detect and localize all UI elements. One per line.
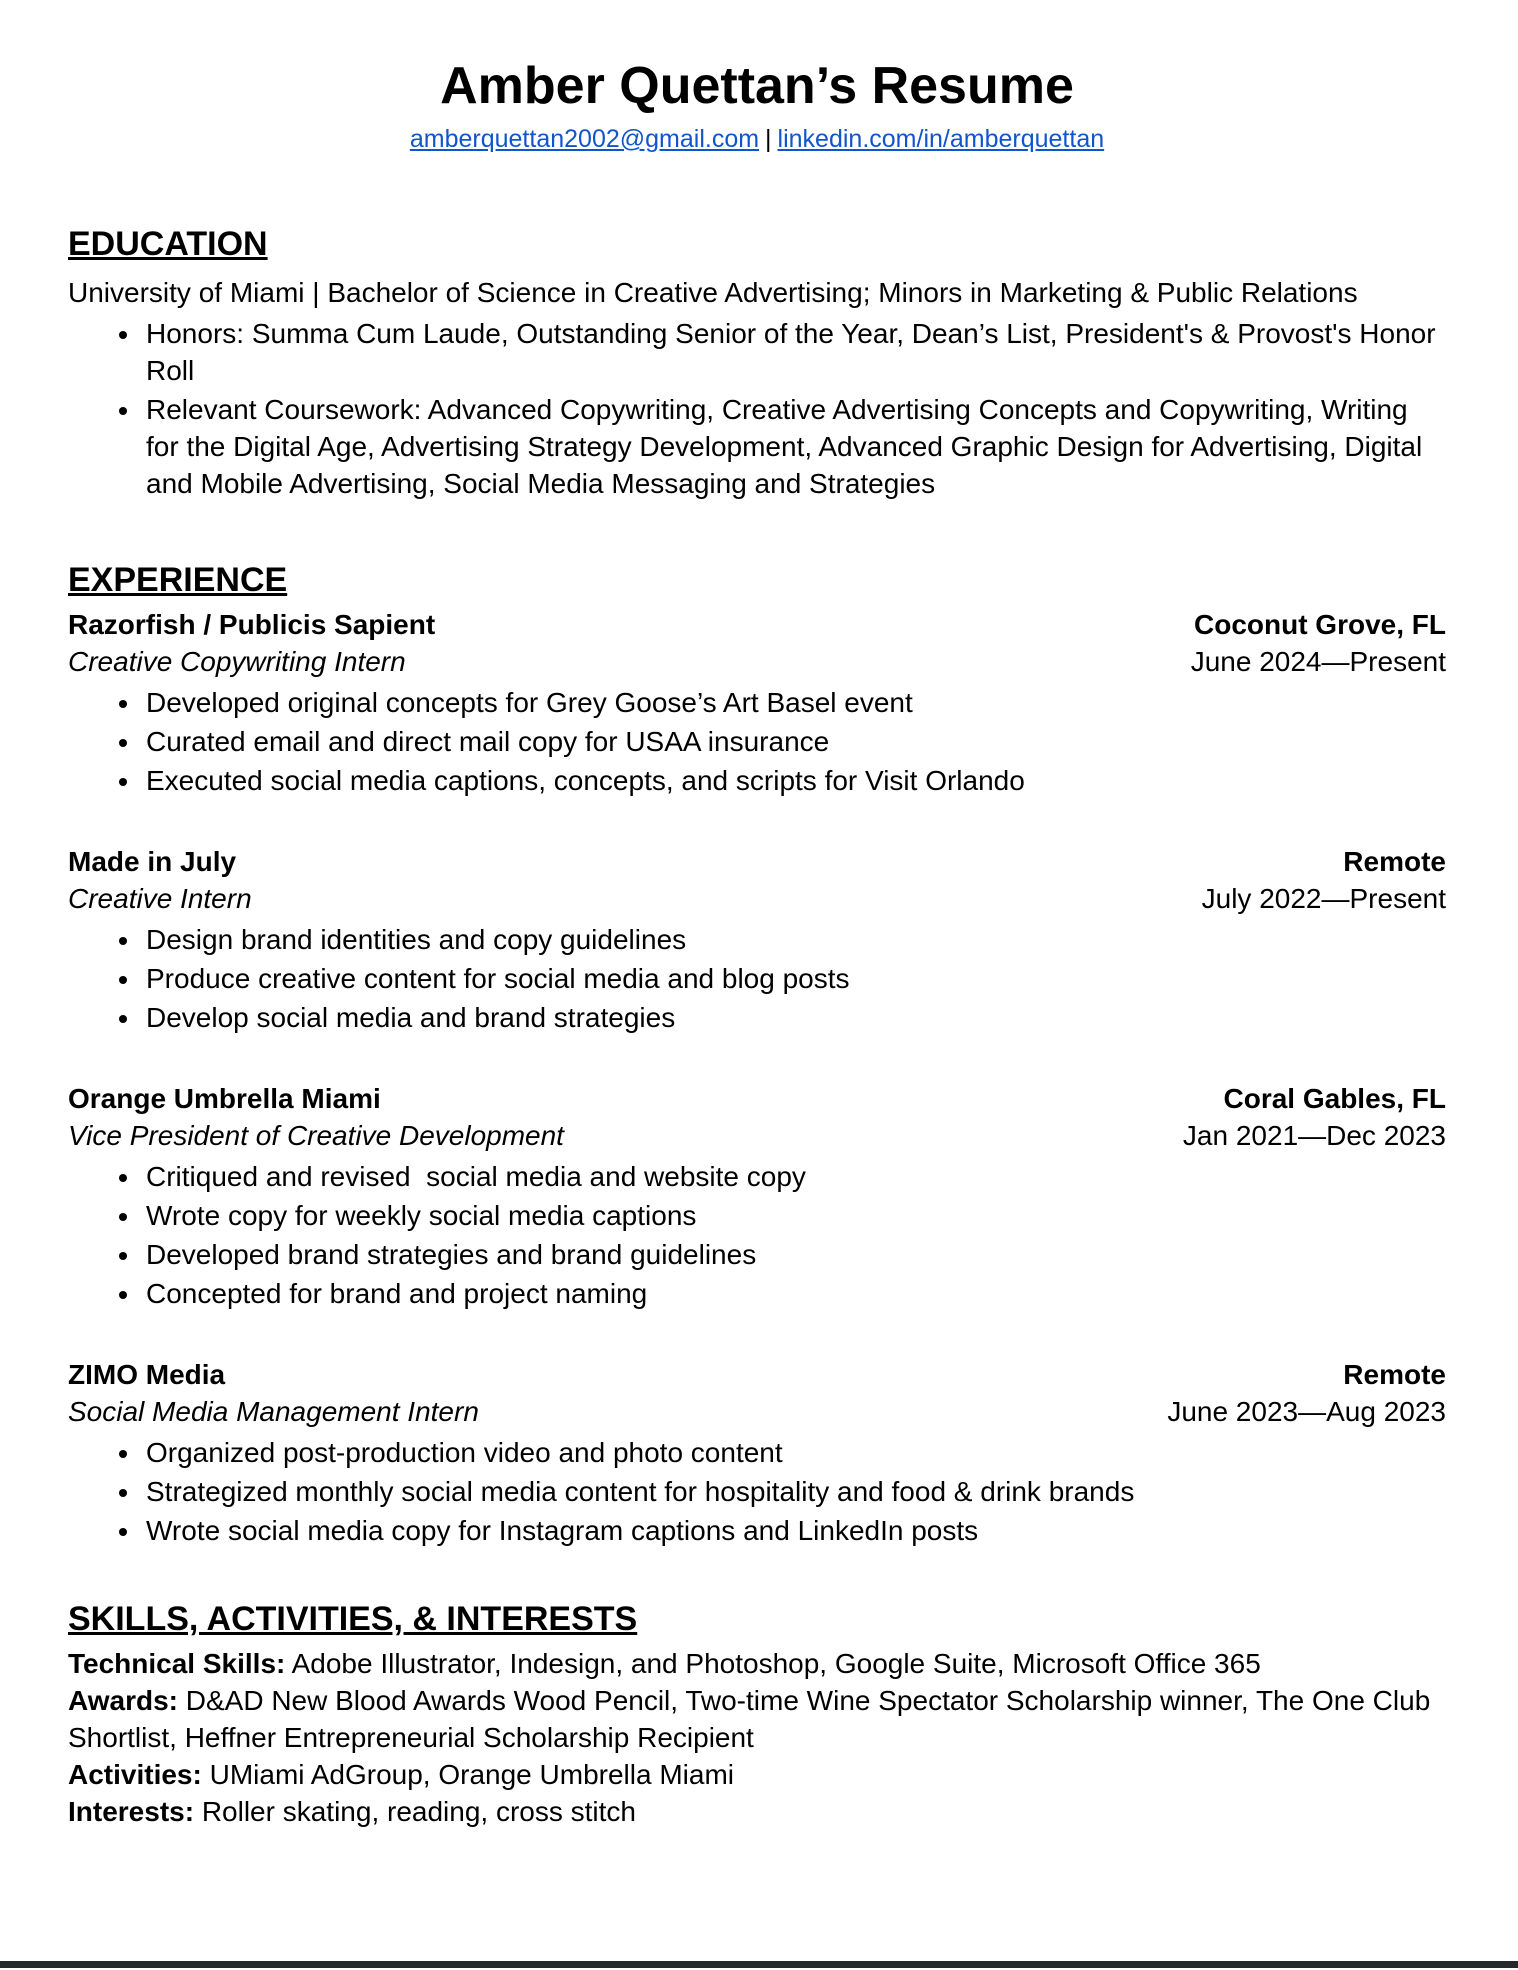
job-header-row bbox=[68, 1356, 1446, 1393]
skills-text: Adobe Illustrator, Indesign, and Photoshop, Google Suite, Microsoft Office 365 bbox=[285, 1648, 1261, 1679]
job-subheader-row bbox=[68, 880, 1446, 917]
job-bullet-list bbox=[68, 684, 1446, 799]
job-bullet: • Organized post-production video and photo content bbox=[142, 1434, 1446, 1471]
job-role: Vice President of Creative Development bbox=[68, 1120, 564, 1151]
education-bullet: • Honors: Summa Cum Laude, Outstanding Senior of the Year, Dean’s List, President's & Provost's Honor Roll bbox=[142, 315, 1446, 389]
skills-label: Awards: bbox=[68, 1685, 178, 1716]
job-header-row bbox=[68, 1080, 1446, 1117]
job-subheader-row bbox=[68, 1393, 1446, 1430]
company-name: Razorfish / Publicis Sapient bbox=[68, 609, 436, 640]
job-dates: July 2022—Present bbox=[1201, 883, 1446, 914]
job-bullet: • Wrote copy for weekly social media captions bbox=[142, 1197, 1446, 1234]
education-bullet: • Relevant Coursework: Advanced Copywriting, Creative Advertising Concepts and Copywriting, Writing for the Digital Age, Advertising Strategy Development, Advanced Graphic Design for Advertising, Digital and Mobile Advertising, Social Media Messaging and Strategies bbox=[142, 391, 1446, 502]
skills-line-technical bbox=[68, 1645, 1446, 1682]
job-role: Creative Intern bbox=[68, 883, 252, 914]
page-bottom-bar bbox=[0, 1961, 1518, 1968]
job-entry bbox=[68, 1356, 1446, 1549]
job-location: Remote bbox=[1343, 1359, 1446, 1390]
skills-label: Technical Skills: bbox=[68, 1648, 286, 1679]
skills-text: D&AD New Blood Awards Wood Pencil, Two-time Wine Spectator Scholarship winner, The One Club Shortlist, Heffner Entrepreneurial Scholarship Recipient bbox=[68, 1685, 1431, 1753]
job-dates: June 2024—Present bbox=[1190, 646, 1446, 677]
company-name: Orange Umbrella Miami bbox=[68, 1083, 381, 1114]
contact-separator: | bbox=[765, 125, 772, 153]
experience-heading: EXPERIENCE bbox=[68, 561, 288, 599]
skills-heading: SKILLS, ACTIVITIES, & INTERESTS bbox=[68, 1600, 638, 1638]
contact-line bbox=[68, 124, 1446, 154]
job-bullet: • Produce creative content for social media and blog posts bbox=[142, 960, 1446, 997]
education-heading: EDUCATION bbox=[68, 225, 268, 263]
skills-line-awards bbox=[68, 1682, 1446, 1756]
job-bullet: • Wrote social media copy for Instagram captions and LinkedIn posts bbox=[142, 1512, 1446, 1549]
section-education bbox=[68, 224, 1446, 502]
job-dates: Jan 2021—Dec 2023 bbox=[1182, 1120, 1446, 1151]
job-location: Coconut Grove, FL bbox=[1194, 609, 1446, 640]
job-bullet: • Design brand identities and copy guidelines bbox=[142, 921, 1446, 958]
job-role: Creative Copywriting Intern bbox=[68, 646, 406, 677]
job-bullet-list bbox=[68, 1434, 1446, 1549]
skills-label: Interests: bbox=[68, 1796, 195, 1827]
job-entry bbox=[68, 843, 1446, 1036]
job-bullet-list bbox=[68, 921, 1446, 1036]
job-header-row bbox=[68, 843, 1446, 880]
education-bullet-list bbox=[68, 315, 1446, 502]
job-header-row bbox=[68, 606, 1446, 643]
job-role: Social Media Management Intern bbox=[68, 1396, 479, 1427]
company-name: Made in July bbox=[68, 846, 237, 877]
skills-line-activities bbox=[68, 1756, 1446, 1793]
skills-text: UMiami AdGroup, Orange Umbrella Miami bbox=[201, 1759, 734, 1790]
job-location: Coral Gables, FL bbox=[1223, 1083, 1446, 1114]
section-skills bbox=[68, 1599, 1446, 1830]
skills-block bbox=[68, 1645, 1446, 1830]
skills-text: Roller skating, reading, cross stitch bbox=[194, 1796, 637, 1827]
job-bullet: • Executed social media captions, concepts, and scripts for Visit Orlando bbox=[142, 762, 1446, 799]
job-entry bbox=[68, 606, 1446, 799]
email-link[interactable]: amberquettan2002@gmail.com bbox=[409, 125, 760, 153]
job-bullet: • Developed brand strategies and brand guidelines bbox=[142, 1236, 1446, 1273]
job-bullet: • Strategized monthly social media content for hospitality and food & drink brands bbox=[142, 1473, 1446, 1510]
job-bullet: • Developed original concepts for Grey Goose’s Art Basel event bbox=[142, 684, 1446, 721]
degree-line: University of Miami | Bachelor of Science in Creative Advertising; Minors in Marketing & Public Relations bbox=[68, 277, 1358, 308]
job-bullet: • Develop social media and brand strategies bbox=[142, 999, 1446, 1036]
company-name: ZIMO Media bbox=[68, 1359, 226, 1390]
job-location: Remote bbox=[1343, 846, 1446, 877]
job-entry bbox=[68, 1080, 1446, 1312]
skills-line-interests bbox=[68, 1793, 1446, 1830]
job-bullet: • Concepted for brand and project naming bbox=[142, 1275, 1446, 1312]
linkedin-link[interactable]: linkedin.com/in/amberquettan bbox=[777, 125, 1105, 153]
job-bullet-list bbox=[68, 1158, 1446, 1312]
skills-label: Activities: bbox=[68, 1759, 202, 1790]
job-subheader-row bbox=[68, 1117, 1446, 1154]
job-dates: June 2023—Aug 2023 bbox=[1167, 1396, 1446, 1427]
page-title: Amber Quettan’s Resume bbox=[440, 57, 1074, 115]
job-subheader-row bbox=[68, 643, 1446, 680]
job-bullet: • Curated email and direct mail copy for USAA insurance bbox=[142, 723, 1446, 760]
job-bullet: • Critiqued and revised social media and website copy bbox=[142, 1158, 1446, 1195]
section-experience bbox=[68, 560, 1446, 1549]
